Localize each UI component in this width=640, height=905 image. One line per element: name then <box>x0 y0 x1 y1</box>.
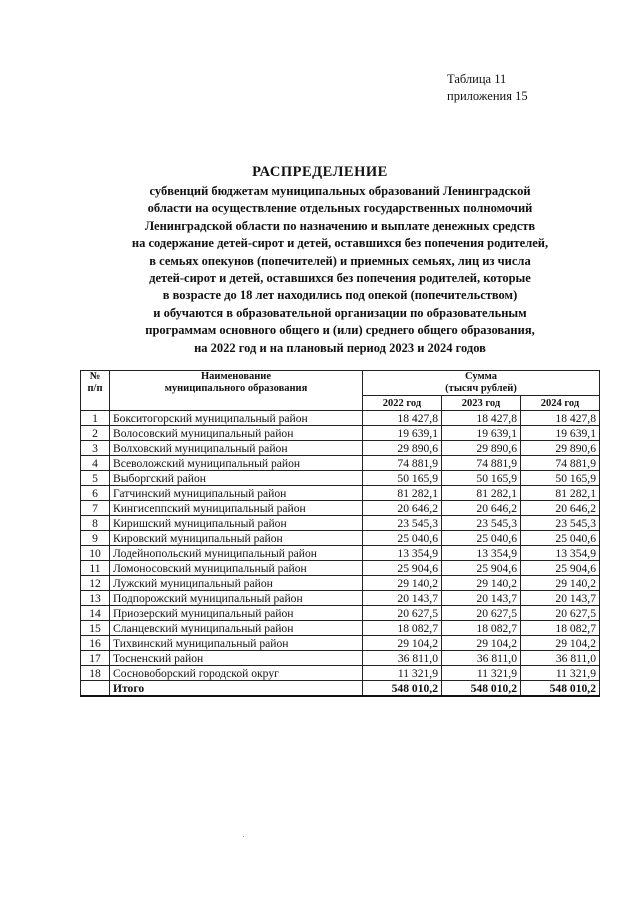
total-value-2024: 548 010,2 <box>521 681 600 697</box>
table-row <box>81 441 600 456</box>
row-value-2022: 36 811,0 <box>363 651 442 666</box>
table-row <box>81 651 600 666</box>
row-number: 4 <box>81 456 110 471</box>
row-value-2023: 11 321,9 <box>442 666 521 681</box>
row-municipality: Сланцевский муниципальный район <box>110 621 363 636</box>
subtitle-line: области на осуществление отдельных государственных полномочий <box>147 201 533 216</box>
row-municipality: Ломоносовский муниципальный район <box>110 561 363 576</box>
row-value-2024: 23 545,3 <box>521 516 600 531</box>
row-value-2024: 13 354,9 <box>521 546 600 561</box>
row-value-2024: 29 140,2 <box>521 576 600 591</box>
table-row <box>81 411 600 426</box>
row-municipality: Приозерский муниципальный район <box>110 606 363 621</box>
appendix-reference <box>447 71 528 105</box>
row-municipality: Лужский муниципальный район <box>110 576 363 591</box>
row-value-2022: 25 904,6 <box>363 561 442 576</box>
subtitle-line: на содержание детей-сирот и детей, оставшихся без попечения родителей, <box>131 236 549 251</box>
table-row <box>81 621 600 636</box>
subtitle-line: субвенций бюджетам муниципальных образований Ленинградской <box>149 184 531 198</box>
subtitle-line: и обучаются в образовательной организации по образовательным <box>153 305 527 320</box>
table-row <box>81 501 600 516</box>
row-value-2024: 25 040,6 <box>521 531 600 546</box>
row-number: 15 <box>81 621 110 636</box>
row-value-2023: 19 639,1 <box>442 426 521 441</box>
row-value-2024: 11 321,9 <box>521 666 600 681</box>
row-number: 1 <box>81 411 110 426</box>
row-value-2022: 18 427,8 <box>363 411 442 426</box>
row-value-2023: 23 545,3 <box>442 516 521 531</box>
distribution-table <box>80 370 600 697</box>
table-row <box>81 576 600 591</box>
header-municipality-line1: Наименование <box>201 371 271 382</box>
row-value-2022: 50 165,9 <box>363 471 442 486</box>
row-municipality: Всеволожский муниципальный район <box>110 456 363 471</box>
row-municipality: Тихвинский муниципальный район <box>110 636 363 651</box>
row-municipality: Гатчинский муниципальный район <box>110 486 363 501</box>
row-value-2022: 20 646,2 <box>363 501 442 516</box>
row-municipality: Бокситогорский муниципальный район <box>110 411 363 426</box>
subtitle-line: Ленинградской области по назначению и выплате денежных средств <box>144 218 536 233</box>
row-value-2023: 74 881,9 <box>442 456 521 471</box>
table-row <box>81 636 600 651</box>
row-number: 14 <box>81 606 110 621</box>
row-number: 8 <box>81 516 110 531</box>
table-reference: Таблица 11 <box>447 72 507 86</box>
header-municipality-line2: муниципального образования <box>164 383 308 394</box>
table-row <box>81 546 600 561</box>
header-year-2023: 2023 год <box>442 396 521 411</box>
header-number-line2: п/п <box>87 383 103 394</box>
row-value-2023: 36 811,0 <box>442 651 521 666</box>
row-value-2024: 20 143,7 <box>521 591 600 606</box>
row-number: 2 <box>81 426 110 441</box>
total-number-empty <box>81 681 110 697</box>
row-value-2022: 19 639,1 <box>363 426 442 441</box>
row-value-2024: 50 165,9 <box>521 471 600 486</box>
total-label: Итого <box>110 681 363 697</box>
total-value-2022: 548 010,2 <box>363 681 442 697</box>
row-value-2022: 18 082,7 <box>363 621 442 636</box>
row-value-2023: 18 082,7 <box>442 621 521 636</box>
row-value-2023: 13 354,9 <box>442 546 521 561</box>
row-number: 10 <box>81 546 110 561</box>
row-number: 18 <box>81 666 110 681</box>
row-number: 11 <box>81 561 110 576</box>
row-value-2024: 19 639,1 <box>521 426 600 441</box>
row-value-2022: 74 881,9 <box>363 456 442 471</box>
header-number-line1: № <box>89 371 101 382</box>
document-title: РАСПРЕДЕЛЕНИЕ <box>252 164 388 180</box>
table-row <box>81 606 600 621</box>
row-value-2023: 50 165,9 <box>442 471 521 486</box>
header-sum-line2: (тысяч рублей) <box>445 383 517 394</box>
document-subtitle <box>95 183 585 357</box>
row-value-2024: 20 627,5 <box>521 606 600 621</box>
header-number <box>81 371 110 411</box>
table-row <box>81 456 600 471</box>
subtitle-line: детей-сирот и детей, оставшихся без попечения родителей, которые <box>149 271 531 286</box>
row-number: 6 <box>81 486 110 501</box>
table-row <box>81 486 600 501</box>
row-value-2022: 29 890,6 <box>363 441 442 456</box>
row-value-2024: 29 104,2 <box>521 636 600 651</box>
row-municipality: Лодейнопольский муниципальный район <box>110 546 363 561</box>
row-municipality: Волосовский муниципальный район <box>110 426 363 441</box>
row-value-2022: 29 104,2 <box>363 636 442 651</box>
header-year-2024: 2024 год <box>521 396 600 411</box>
row-value-2023: 20 646,2 <box>442 501 521 516</box>
row-value-2022: 81 282,1 <box>363 486 442 501</box>
header-sum-line1: Сумма <box>465 371 497 382</box>
row-value-2024: 20 646,2 <box>521 501 600 516</box>
row-value-2024: 29 890,6 <box>521 441 600 456</box>
row-municipality: Кингисеппский муниципальный район <box>110 501 363 516</box>
row-value-2023: 25 040,6 <box>442 531 521 546</box>
row-number: 5 <box>81 471 110 486</box>
row-value-2023: 20 143,7 <box>442 591 521 606</box>
header-sum <box>363 371 600 396</box>
row-value-2022: 13 354,9 <box>363 546 442 561</box>
total-value-2023: 548 010,2 <box>442 681 521 697</box>
table-body <box>81 411 600 697</box>
row-municipality: Волховский муниципальный район <box>110 441 363 456</box>
row-value-2022: 29 140,2 <box>363 576 442 591</box>
row-number: 3 <box>81 441 110 456</box>
row-value-2023: 25 904,6 <box>442 561 521 576</box>
row-value-2023: 18 427,8 <box>442 411 521 426</box>
header-year-2022: 2022 год <box>363 396 442 411</box>
row-value-2023: 29 104,2 <box>442 636 521 651</box>
row-municipality: Кировский муниципальный район <box>110 531 363 546</box>
row-value-2023: 29 140,2 <box>442 576 521 591</box>
row-municipality: Подпорожский муниципальный район <box>110 591 363 606</box>
row-value-2024: 25 904,6 <box>521 561 600 576</box>
row-number: 16 <box>81 636 110 651</box>
row-value-2022: 25 040,6 <box>363 531 442 546</box>
row-value-2022: 23 545,3 <box>363 516 442 531</box>
row-value-2023: 81 282,1 <box>442 486 521 501</box>
appendix-reference-line: приложения 15 <box>447 89 528 103</box>
row-value-2023: 29 890,6 <box>442 441 521 456</box>
table-row <box>81 561 600 576</box>
table-row <box>81 516 600 531</box>
table-total-row <box>81 681 600 697</box>
table-row <box>81 666 600 681</box>
subtitle-line: на 2022 год и на плановый период 2023 и 2024 годов <box>194 340 486 355</box>
row-value-2023: 20 627,5 <box>442 606 521 621</box>
subtitle-line: программам основного общего и (или) среднего общего образования, <box>145 323 535 338</box>
row-number: 13 <box>81 591 110 606</box>
row-value-2022: 20 627,5 <box>363 606 442 621</box>
row-value-2024: 81 282,1 <box>521 486 600 501</box>
row-municipality: Сосновоборский городской округ <box>110 666 363 681</box>
table-row <box>81 426 600 441</box>
row-municipality: Выборгский район <box>110 471 363 486</box>
row-value-2022: 20 143,7 <box>363 591 442 606</box>
row-number: 12 <box>81 576 110 591</box>
scan-speck <box>243 836 244 837</box>
subtitle-line: в возрасте до 18 лет находились под опекой (попечительством) <box>162 288 518 303</box>
header-municipality <box>110 371 363 411</box>
row-value-2024: 18 082,7 <box>521 621 600 636</box>
table-row <box>81 591 600 606</box>
row-number: 7 <box>81 501 110 516</box>
subtitle-line: в семьях опекунов (попечителей) и приемных семьях, лиц из числа <box>149 253 531 268</box>
row-value-2024: 74 881,9 <box>521 456 600 471</box>
table-header-row <box>81 371 600 396</box>
row-municipality: Тосненский район <box>110 651 363 666</box>
row-value-2024: 18 427,8 <box>521 411 600 426</box>
row-value-2022: 11 321,9 <box>363 666 442 681</box>
row-number: 17 <box>81 651 110 666</box>
row-number: 9 <box>81 531 110 546</box>
table-row <box>81 531 600 546</box>
table-row <box>81 471 600 486</box>
row-value-2024: 36 811,0 <box>521 651 600 666</box>
row-municipality: Киришский муниципальный район <box>110 516 363 531</box>
